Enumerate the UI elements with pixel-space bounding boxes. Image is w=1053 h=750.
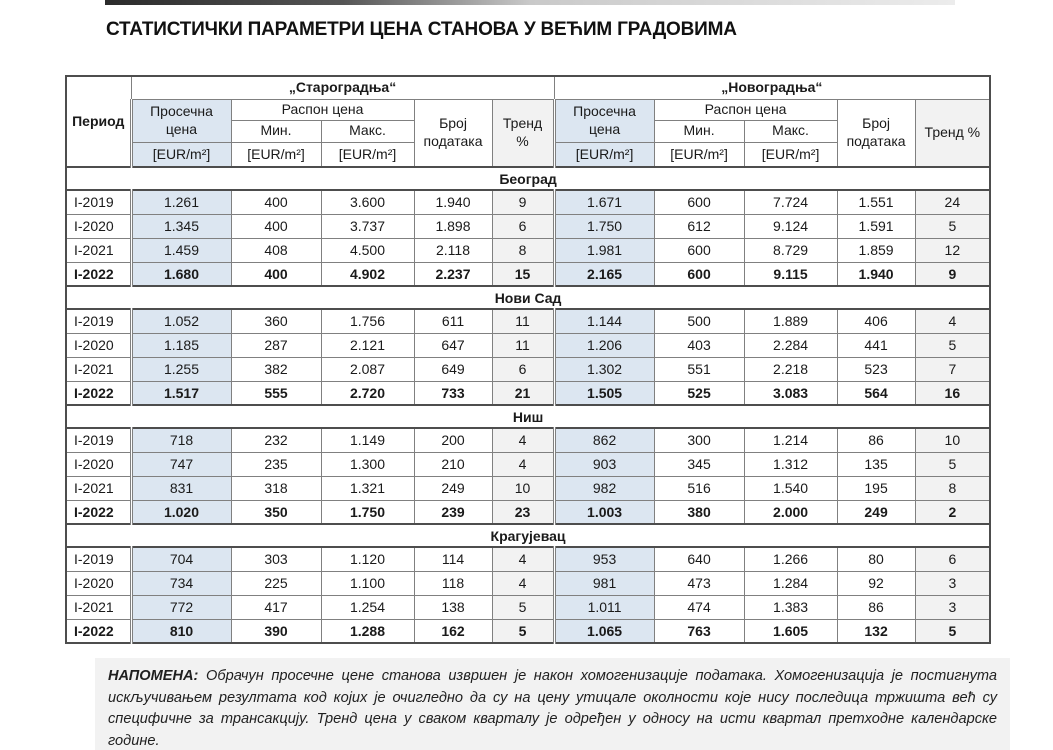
new-avg-price-cell: 1.065 [554, 619, 654, 643]
period-cell: I-2021 [66, 595, 131, 619]
period-cell: I-2021 [66, 238, 131, 262]
period-cell: I-2021 [66, 476, 131, 500]
old-data-count-cell: 162 [414, 619, 492, 643]
note-label: НАПОМЕНА: [108, 668, 199, 684]
table-row [66, 238, 990, 262]
col-header-new-avg-price: Просечна цена [554, 99, 654, 142]
new-max-price-cell: 1.540 [744, 476, 837, 500]
old-min-price-cell: 417 [231, 595, 321, 619]
old-max-price-cell: 4.500 [321, 238, 414, 262]
period-cell: I-2020 [66, 452, 131, 476]
new-data-count-cell: 564 [837, 381, 915, 405]
new-max-price-cell: 1.284 [744, 571, 837, 595]
new-data-count-cell: 132 [837, 619, 915, 643]
col-header-new-data-count: Број података [837, 99, 915, 167]
new-trend-cell: 5 [915, 214, 990, 238]
old-avg-price-cell: 1.255 [131, 357, 231, 381]
city-band-label: Нови Сад [66, 286, 990, 309]
new-trend-cell: 5 [915, 619, 990, 643]
old-avg-price-cell: 1.680 [131, 262, 231, 286]
new-min-price-cell: 403 [654, 333, 744, 357]
old-max-price-cell: 2.087 [321, 357, 414, 381]
old-trend-cell: 11 [492, 333, 554, 357]
new-min-price-cell: 300 [654, 428, 744, 452]
old-max-price-cell: 1.254 [321, 595, 414, 619]
old-trend-cell: 4 [492, 547, 554, 571]
old-trend-cell: 9 [492, 190, 554, 214]
old-min-price-cell: 235 [231, 452, 321, 476]
group-header-new-construction: „Новоградња“ [554, 76, 990, 99]
old-trend-cell: 6 [492, 357, 554, 381]
period-cell: I-2022 [66, 381, 131, 405]
old-min-price-cell: 400 [231, 190, 321, 214]
old-min-price-cell: 287 [231, 333, 321, 357]
new-min-price-cell: 551 [654, 357, 744, 381]
table-row [66, 214, 990, 238]
table-row [66, 381, 990, 405]
group-header-old-construction: „Староградња“ [131, 76, 554, 99]
old-max-price-cell: 1.100 [321, 571, 414, 595]
old-trend-cell: 23 [492, 500, 554, 524]
old-trend-cell: 5 [492, 595, 554, 619]
old-max-price-cell: 1.300 [321, 452, 414, 476]
period-cell: I-2019 [66, 190, 131, 214]
table-row [66, 452, 990, 476]
old-min-price-cell: 232 [231, 428, 321, 452]
new-trend-cell: 3 [915, 595, 990, 619]
city-band-label: Крагујевац [66, 524, 990, 547]
old-min-price-cell: 350 [231, 500, 321, 524]
col-header-old-price-range: Распон цена [231, 99, 414, 120]
new-max-price-cell: 9.115 [744, 262, 837, 286]
old-min-price-cell: 360 [231, 309, 321, 333]
new-min-price-cell: 612 [654, 214, 744, 238]
old-min-price-cell: 303 [231, 547, 321, 571]
new-trend-cell: 16 [915, 381, 990, 405]
old-trend-cell: 21 [492, 381, 554, 405]
table-row [66, 333, 990, 357]
new-data-count-cell: 135 [837, 452, 915, 476]
unit-label-new-max: [EUR/m²] [744, 142, 837, 167]
old-max-price-cell: 1.149 [321, 428, 414, 452]
new-trend-cell: 12 [915, 238, 990, 262]
old-min-price-cell: 225 [231, 571, 321, 595]
old-avg-price-cell: 772 [131, 595, 231, 619]
city-band-row [66, 405, 990, 428]
old-avg-price-cell: 1.345 [131, 214, 231, 238]
table-row [66, 262, 990, 286]
old-avg-price-cell: 1.052 [131, 309, 231, 333]
old-data-count-cell: 1.898 [414, 214, 492, 238]
old-data-count-cell: 210 [414, 452, 492, 476]
old-min-price-cell: 390 [231, 619, 321, 643]
old-trend-cell: 15 [492, 262, 554, 286]
new-max-price-cell: 1.214 [744, 428, 837, 452]
old-trend-cell: 4 [492, 452, 554, 476]
col-header-new-price-range: Распон цена [654, 99, 837, 120]
new-trend-cell: 3 [915, 571, 990, 595]
page-title: СТАТИСТИЧКИ ПАРАМЕТРИ ЦЕНА СТАНОВА У ВЕЋИМ ГРАДОВИМА [106, 19, 737, 40]
old-data-count-cell: 649 [414, 357, 492, 381]
unit-label-new-min: [EUR/m²] [654, 142, 744, 167]
old-trend-cell: 6 [492, 214, 554, 238]
old-data-count-cell: 2.118 [414, 238, 492, 262]
new-max-price-cell: 2.284 [744, 333, 837, 357]
old-trend-cell: 8 [492, 238, 554, 262]
old-min-price-cell: 408 [231, 238, 321, 262]
old-data-count-cell: 118 [414, 571, 492, 595]
old-avg-price-cell: 734 [131, 571, 231, 595]
new-avg-price-cell: 1.750 [554, 214, 654, 238]
new-min-price-cell: 600 [654, 190, 744, 214]
new-min-price-cell: 500 [654, 309, 744, 333]
old-avg-price-cell: 831 [131, 476, 231, 500]
old-max-price-cell: 1.120 [321, 547, 414, 571]
new-max-price-cell: 3.083 [744, 381, 837, 405]
old-min-price-cell: 382 [231, 357, 321, 381]
unit-label-new-avg: [EUR/m²] [554, 142, 654, 167]
city-band-row [66, 524, 990, 547]
old-data-count-cell: 239 [414, 500, 492, 524]
old-data-count-cell: 611 [414, 309, 492, 333]
new-data-count-cell: 441 [837, 333, 915, 357]
new-avg-price-cell: 1.671 [554, 190, 654, 214]
old-avg-price-cell: 704 [131, 547, 231, 571]
page-edge-artifact [105, 0, 955, 5]
new-avg-price-cell: 953 [554, 547, 654, 571]
old-data-count-cell: 647 [414, 333, 492, 357]
old-avg-price-cell: 810 [131, 619, 231, 643]
unit-label-old-min: [EUR/m²] [231, 142, 321, 167]
old-max-price-cell: 1.288 [321, 619, 414, 643]
new-trend-cell: 4 [915, 309, 990, 333]
new-min-price-cell: 600 [654, 238, 744, 262]
table-header [66, 76, 990, 167]
new-trend-cell: 10 [915, 428, 990, 452]
city-band-row [66, 286, 990, 309]
city-band-row [66, 167, 990, 190]
period-cell: I-2022 [66, 500, 131, 524]
city-band-label: Београд [66, 167, 990, 190]
new-avg-price-cell: 1.003 [554, 500, 654, 524]
old-max-price-cell: 2.720 [321, 381, 414, 405]
note-text: Обрачун просечне цене станова извршен је након хомогенизације података. Хомогенизација је постигнута искључивањем резултата код којих је очигледно да су на цену утицале околности које нису последица тржишта већ су специфичне за трансакцију. Тренд цена у сваком кварталу је одређен у односу на исти квартал претходне календарске године. [108, 668, 997, 749]
new-max-price-cell: 9.124 [744, 214, 837, 238]
old-max-price-cell: 3.600 [321, 190, 414, 214]
new-min-price-cell: 525 [654, 381, 744, 405]
new-avg-price-cell: 1.302 [554, 357, 654, 381]
unit-label-old-max: [EUR/m²] [321, 142, 414, 167]
new-data-count-cell: 1.940 [837, 262, 915, 286]
new-max-price-cell: 1.266 [744, 547, 837, 571]
old-data-count-cell: 200 [414, 428, 492, 452]
unit-label-old-avg: [EUR/m²] [131, 142, 231, 167]
new-trend-cell: 9 [915, 262, 990, 286]
old-max-price-cell: 1.750 [321, 500, 414, 524]
period-cell: I-2020 [66, 214, 131, 238]
new-max-price-cell: 2.000 [744, 500, 837, 524]
new-avg-price-cell: 862 [554, 428, 654, 452]
new-trend-cell: 5 [915, 333, 990, 357]
old-avg-price-cell: 718 [131, 428, 231, 452]
old-max-price-cell: 2.121 [321, 333, 414, 357]
table-row [66, 309, 990, 333]
old-trend-cell: 4 [492, 428, 554, 452]
new-data-count-cell: 92 [837, 571, 915, 595]
new-avg-price-cell: 1.206 [554, 333, 654, 357]
col-header-old-max: Макс. [321, 120, 414, 142]
old-data-count-cell: 249 [414, 476, 492, 500]
new-avg-price-cell: 1.505 [554, 381, 654, 405]
period-cell: I-2020 [66, 571, 131, 595]
new-max-price-cell: 1.312 [744, 452, 837, 476]
new-max-price-cell: 1.889 [744, 309, 837, 333]
old-max-price-cell: 1.756 [321, 309, 414, 333]
table-row [66, 571, 990, 595]
old-avg-price-cell: 747 [131, 452, 231, 476]
new-max-price-cell: 7.724 [744, 190, 837, 214]
table-row [66, 428, 990, 452]
new-data-count-cell: 80 [837, 547, 915, 571]
old-avg-price-cell: 1.459 [131, 238, 231, 262]
new-avg-price-cell: 982 [554, 476, 654, 500]
col-header-old-min: Мин. [231, 120, 321, 142]
old-avg-price-cell: 1.261 [131, 190, 231, 214]
old-min-price-cell: 318 [231, 476, 321, 500]
col-header-new-min: Мин. [654, 120, 744, 142]
new-trend-cell: 7 [915, 357, 990, 381]
new-min-price-cell: 763 [654, 619, 744, 643]
new-avg-price-cell: 1.144 [554, 309, 654, 333]
new-data-count-cell: 249 [837, 500, 915, 524]
new-max-price-cell: 2.218 [744, 357, 837, 381]
old-data-count-cell: 138 [414, 595, 492, 619]
old-min-price-cell: 555 [231, 381, 321, 405]
old-trend-cell: 11 [492, 309, 554, 333]
col-header-new-max: Макс. [744, 120, 837, 142]
old-avg-price-cell: 1.517 [131, 381, 231, 405]
new-max-price-cell: 8.729 [744, 238, 837, 262]
new-data-count-cell: 1.591 [837, 214, 915, 238]
new-max-price-cell: 1.605 [744, 619, 837, 643]
new-data-count-cell: 523 [837, 357, 915, 381]
table-row [66, 476, 990, 500]
new-trend-cell: 8 [915, 476, 990, 500]
old-trend-cell: 5 [492, 619, 554, 643]
old-trend-cell: 4 [492, 571, 554, 595]
new-data-count-cell: 1.859 [837, 238, 915, 262]
col-header-old-trend: Тренд % [492, 99, 554, 167]
table-body [66, 167, 990, 643]
period-cell: I-2022 [66, 262, 131, 286]
new-min-price-cell: 345 [654, 452, 744, 476]
table-row [66, 595, 990, 619]
city-band-label: Ниш [66, 405, 990, 428]
old-avg-price-cell: 1.020 [131, 500, 231, 524]
note-block [95, 658, 1010, 750]
old-min-price-cell: 400 [231, 214, 321, 238]
old-data-count-cell: 733 [414, 381, 492, 405]
old-max-price-cell: 1.321 [321, 476, 414, 500]
new-min-price-cell: 600 [654, 262, 744, 286]
old-avg-price-cell: 1.185 [131, 333, 231, 357]
col-header-new-trend: Тренд % [915, 99, 990, 167]
table-row [66, 190, 990, 214]
period-cell: I-2019 [66, 428, 131, 452]
old-max-price-cell: 4.902 [321, 262, 414, 286]
price-statistics-table [65, 75, 991, 644]
new-data-count-cell: 406 [837, 309, 915, 333]
new-trend-cell: 6 [915, 547, 990, 571]
new-trend-cell: 5 [915, 452, 990, 476]
old-data-count-cell: 1.940 [414, 190, 492, 214]
period-cell: I-2019 [66, 547, 131, 571]
period-cell: I-2022 [66, 619, 131, 643]
table-row [66, 547, 990, 571]
new-min-price-cell: 640 [654, 547, 744, 571]
col-header-old-avg-price: Просечна цена [131, 99, 231, 142]
period-cell: I-2020 [66, 333, 131, 357]
new-trend-cell: 2 [915, 500, 990, 524]
table-row [66, 357, 990, 381]
new-min-price-cell: 473 [654, 571, 744, 595]
new-min-price-cell: 380 [654, 500, 744, 524]
new-min-price-cell: 474 [654, 595, 744, 619]
new-avg-price-cell: 2.165 [554, 262, 654, 286]
old-trend-cell: 10 [492, 476, 554, 500]
new-data-count-cell: 195 [837, 476, 915, 500]
period-cell: I-2021 [66, 357, 131, 381]
col-header-old-data-count: Број података [414, 99, 492, 167]
new-min-price-cell: 516 [654, 476, 744, 500]
new-data-count-cell: 86 [837, 428, 915, 452]
old-data-count-cell: 2.237 [414, 262, 492, 286]
new-avg-price-cell: 981 [554, 571, 654, 595]
new-trend-cell: 24 [915, 190, 990, 214]
new-data-count-cell: 86 [837, 595, 915, 619]
col-header-period: Период [66, 76, 131, 167]
new-avg-price-cell: 1.981 [554, 238, 654, 262]
new-avg-price-cell: 1.011 [554, 595, 654, 619]
new-data-count-cell: 1.551 [837, 190, 915, 214]
new-max-price-cell: 1.383 [744, 595, 837, 619]
table-row [66, 619, 990, 643]
new-avg-price-cell: 903 [554, 452, 654, 476]
old-data-count-cell: 114 [414, 547, 492, 571]
old-min-price-cell: 400 [231, 262, 321, 286]
table-row [66, 500, 990, 524]
period-cell: I-2019 [66, 309, 131, 333]
old-max-price-cell: 3.737 [321, 214, 414, 238]
